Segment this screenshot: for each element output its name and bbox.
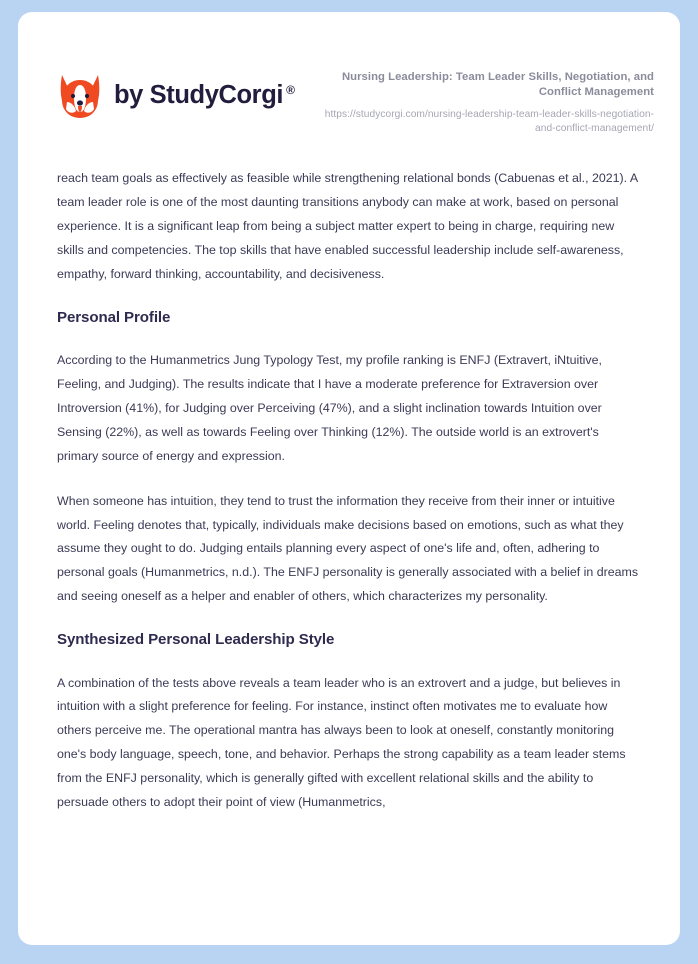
section-heading: Personal Profile [57,308,171,326]
document-body [18,167,680,815]
paragraph: A combination of the tests above reveals a team leader who is an extrovert and a judge, but believes in intuition with a slight preference for feeling. For instance, instinct often motivates me to evaluate how others perceive me. The operational mantra has always been to look at oneself, constantly monitoring one's body language, speech, tone, and behavior. Perhaps the strong capability as a team leader stems from the ENFJ personality, which is generally gifted with excellent relational skills and the ability to persuade others to adopt their point of view (Humanmetrics, [57,675,626,810]
document-url[interactable]: https://studycorgi.com/nursing-leadership-team-leader-skills-negotiation-and-conflict-management/ [324,109,654,135]
corgi-head-icon [57,72,103,120]
paragraph: reach team goals as effectively as feasible while strengthening relational bonds (Cabuenas et al., 2021). A team leader role is one of the most daunting transitions anybody can make at work, based on personal experience. It is a significant leap from being a subject matter expert to being in charge, requiring new skills and competencies. The top skills that have enabled successful leadership include self-awareness, empathy, forward thinking, accountability, and decisiveness. [57,171,638,281]
paragraph: When someone has intuition, they tend to trust the information they receive from their inner or intuitive world. Feeling denotes that, typically, individuals make decisions based on emotions, such as what they assume they ought to do. Judging entails planning every aspect of one's life and, often, adhering to personal goals (Humanmetrics, n.d.). The ENFJ personality is generally associated with a belief in dreams and seeing oneself as a helper and enabler of others, which characterizes my personality. [57,493,639,604]
document-meta [295,66,654,136]
section-heading: Synthesized Personal Leadership Style [57,631,335,649]
brand-wordmark-text: by StudyCorgi [114,81,284,110]
paragraph: According to the Humanmetrics Jung Typology Test, my profile ranking is ENFJ (Extravert, iNtuitive, Feeling, and Judging). The results indicate that I have a moderate preference for Extraversion over Introversion (41%), for Judging over Perceiving (47%), and a slight inclination towards Intuition over Sensing (22%), as well as towards Feeling over Thinking (12%). The outside world is an extrovert's primary source of energy and expression. [57,353,602,463]
document-title: Nursing Leadership: Team Leader Skills, Negotiation, and Conflict Management [341,71,654,99]
registered-trademark-mark: ® [286,82,295,97]
brand-wordmark [114,83,295,109]
document-page [18,12,680,945]
document-header [18,12,680,136]
studycorgi-branding [57,66,295,120]
